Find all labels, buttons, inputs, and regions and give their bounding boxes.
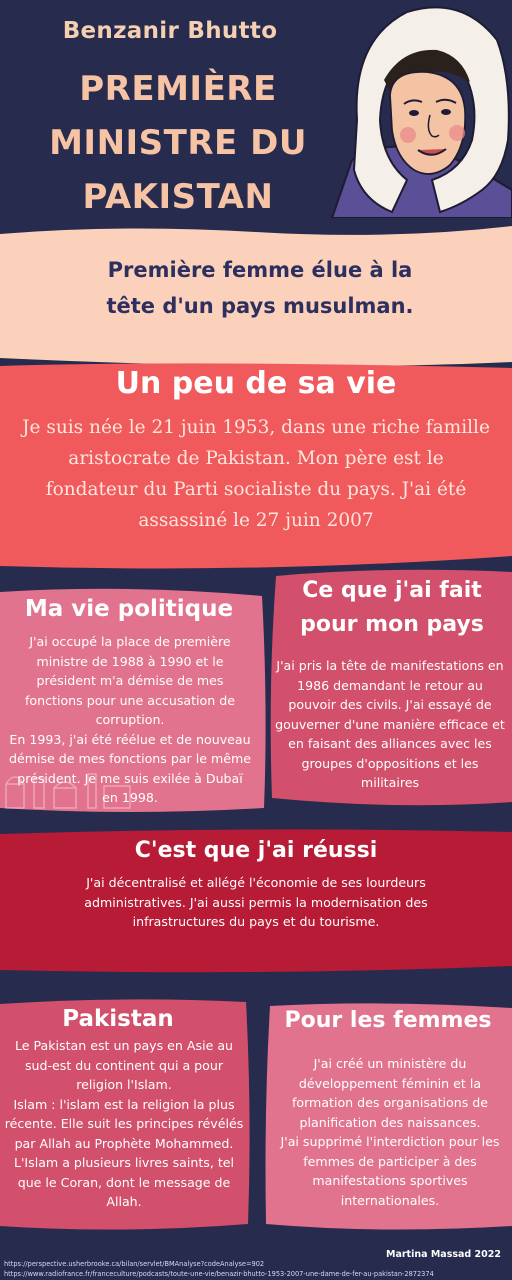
title-line-3: PAKISTAN	[82, 177, 274, 217]
women-heading: Pour les femmes	[284, 1008, 492, 1033]
country-heading	[272, 574, 512, 642]
country-heading-line-1: Ce que j'ai fait	[302, 578, 482, 603]
author-credit: Martina Massad 2022	[386, 1249, 501, 1260]
country-heading-line-2: pour mon pays	[300, 612, 484, 637]
title-line-1: PREMIÈRE	[79, 69, 277, 109]
politics-heading: Ma vie politique	[24, 596, 234, 622]
pakistan-text: Le Pakistan est un pays en Asie au sud-est du continent qui a pour religion l'Islam. Islam : l'islam est la religion la plus récente. Elle suit les principes révélés par Allah au Prophète Mohammed. L'Islam a plusieurs livres saints, tel que le Coran, dont le message de Allah.	[4, 1038, 244, 1209]
country-text: J'ai pris la tête de manifestations en 1986 demandant le retour au pouvoir des civils. J'ai essayé de gouverner d'une manière efficace et en faisant des alliances avec les groupes d'oppositions et les militaires	[275, 658, 505, 790]
success-heading: C'est que j'ai réussi	[134, 838, 378, 863]
title-line-2: MINISTRE DU	[49, 123, 307, 163]
pakistan-heading: Pakistan	[62, 1006, 174, 1032]
success-text: J'ai décentralisé et allégé l'économie de ses lourdeurs administratives. J'ai aussi permis la modernisation des infrastructures du pays et du tourisme.	[84, 875, 428, 929]
page-title	[0, 62, 356, 224]
subtitle-line-1: Première femme élue à la	[107, 258, 413, 282]
source-link-2[interactable]: https://www.radiofrance.fr/franceculture/podcasts/toute-une-vie/benazir-bhutto-1953-2007-une-dame-de-fer-au-pakistan-2872374	[4, 1270, 434, 1278]
source-link-1[interactable]: https://perspective.usherbrooke.ca/bilan/servlet/BMAnalyse?codeAnalyse=902	[4, 1260, 265, 1268]
subtitle-line-2: tête d'un pays musulman.	[106, 294, 414, 318]
portrait-illustration	[312, 0, 512, 218]
author-name: Benzanir Bhutto	[62, 18, 278, 44]
women-text: J'ai créé un ministère du développement féminin et la formation des organisations de planification des naissances. J'ai supprimé l'interdiction pour les femmes de participer à des manifestations sportives internationales.	[280, 1056, 500, 1208]
life-text: Je suis née le 21 juin 1953, dans une riche famille aristocrate de Pakistan. Mon père est le fondateur du Parti socialiste du pays. J'ai été assassiné le 27 juin 2007	[22, 417, 490, 531]
subtitle	[40, 252, 480, 324]
life-heading: Un peu de sa vie	[115, 366, 397, 401]
politics-text: J'ai occupé la place de première ministre de 1988 à 1990 et le président m'a démise de mes fonctions pour une accusation de corruption. En 1993, j'ai été réélue et de nouveau démise de mes fonctions par le même président. Je me suis exilée à Dubaï en 1998.	[8, 634, 252, 805]
